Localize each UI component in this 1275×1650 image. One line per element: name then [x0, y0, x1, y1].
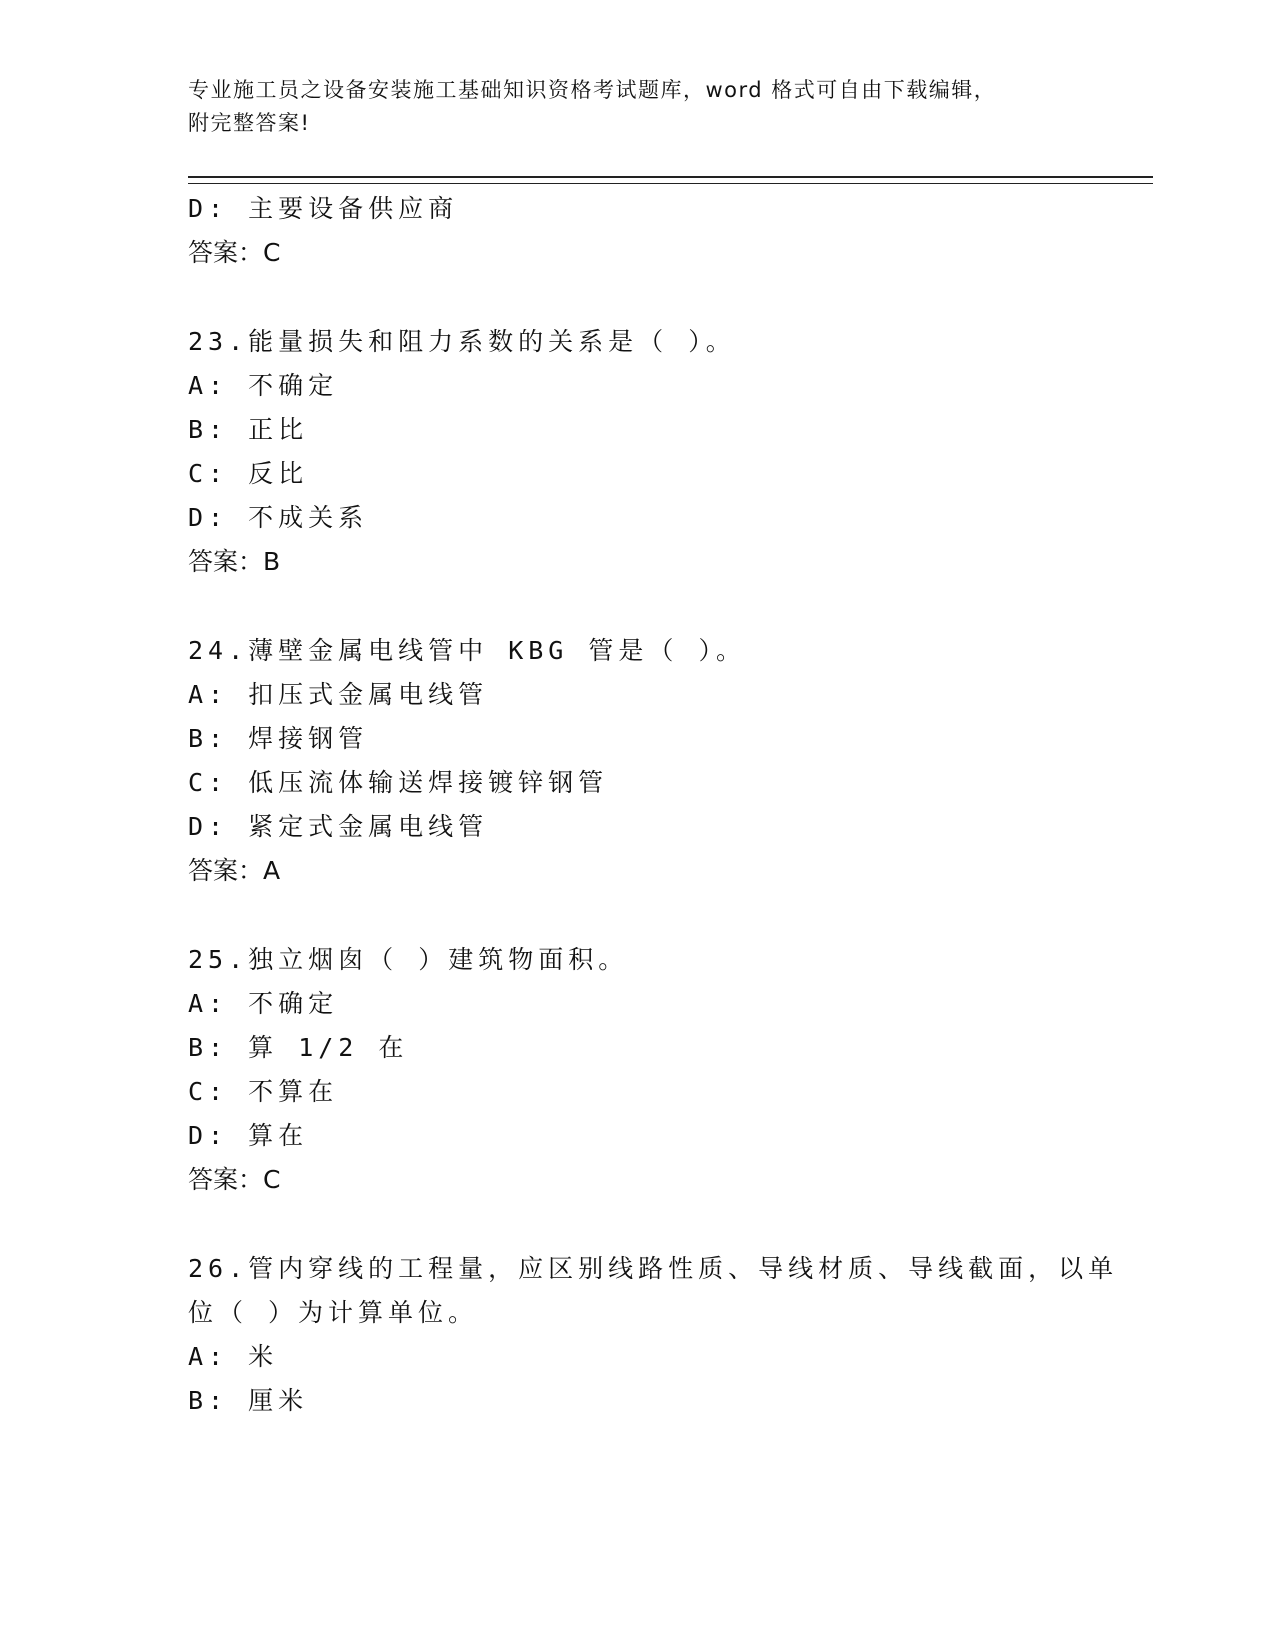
question-26-option-b: B: 厘米: [188, 1386, 309, 1415]
question-24-option-d: D: 紧定式金属电线管: [188, 812, 489, 841]
question-23-option-a: A: 不确定: [188, 371, 339, 400]
question-24-option-b: B: 焊接钢管: [188, 724, 369, 753]
prev-answer: 答案：C: [188, 238, 281, 267]
question-23-answer: 答案：B: [188, 547, 281, 576]
question-23-stem: 23.能量损失和阻力系数的关系是（ ）。: [188, 327, 736, 356]
header-line-2: 附完整答案!: [188, 111, 311, 135]
question-26-stem-line-2: 位（ ）为计算单位。: [188, 1298, 479, 1327]
header-line-1: 专业施工员之设备安装施工基础知识资格考试题库，word 格式可自由下载编辑，: [188, 78, 997, 102]
question-24-stem: 24.薄壁金属电线管中 KBG 管是（ ）。: [188, 636, 746, 665]
document-header: [188, 74, 1068, 140]
question-26-option-a: A: 米: [188, 1342, 279, 1371]
question-25-option-a: A: 不确定: [188, 989, 339, 1018]
question-25-stem: 25.独立烟囱（ ）建筑物面积。: [188, 945, 629, 974]
question-25-answer: 答案：C: [188, 1165, 281, 1194]
question-25-option-c: C: 不算在: [188, 1077, 339, 1106]
question-26-stem-line-1: 26.管内穿线的工程量，应区别线路性质、导线材质、导线截面，以单: [188, 1254, 1119, 1283]
question-24-option-a: A: 扣压式金属电线管: [188, 680, 489, 709]
header-divider-thin: [188, 183, 1153, 184]
question-24-option-c: C: 低压流体输送焊接镀锌钢管: [188, 768, 609, 797]
question-23-option-d: D: 不成关系: [188, 503, 369, 532]
question-25-option-b: B: 算 1/2 在: [188, 1033, 409, 1062]
header-divider-thick: [188, 176, 1153, 178]
question-23-option-b: B: 正比: [188, 415, 309, 444]
question-25-option-d: D: 算在: [188, 1121, 309, 1150]
question-23-option-c: C: 反比: [188, 459, 309, 488]
prev-option-d: D: 主要设备供应商: [188, 194, 459, 223]
question-24-answer: 答案：A: [188, 856, 281, 885]
